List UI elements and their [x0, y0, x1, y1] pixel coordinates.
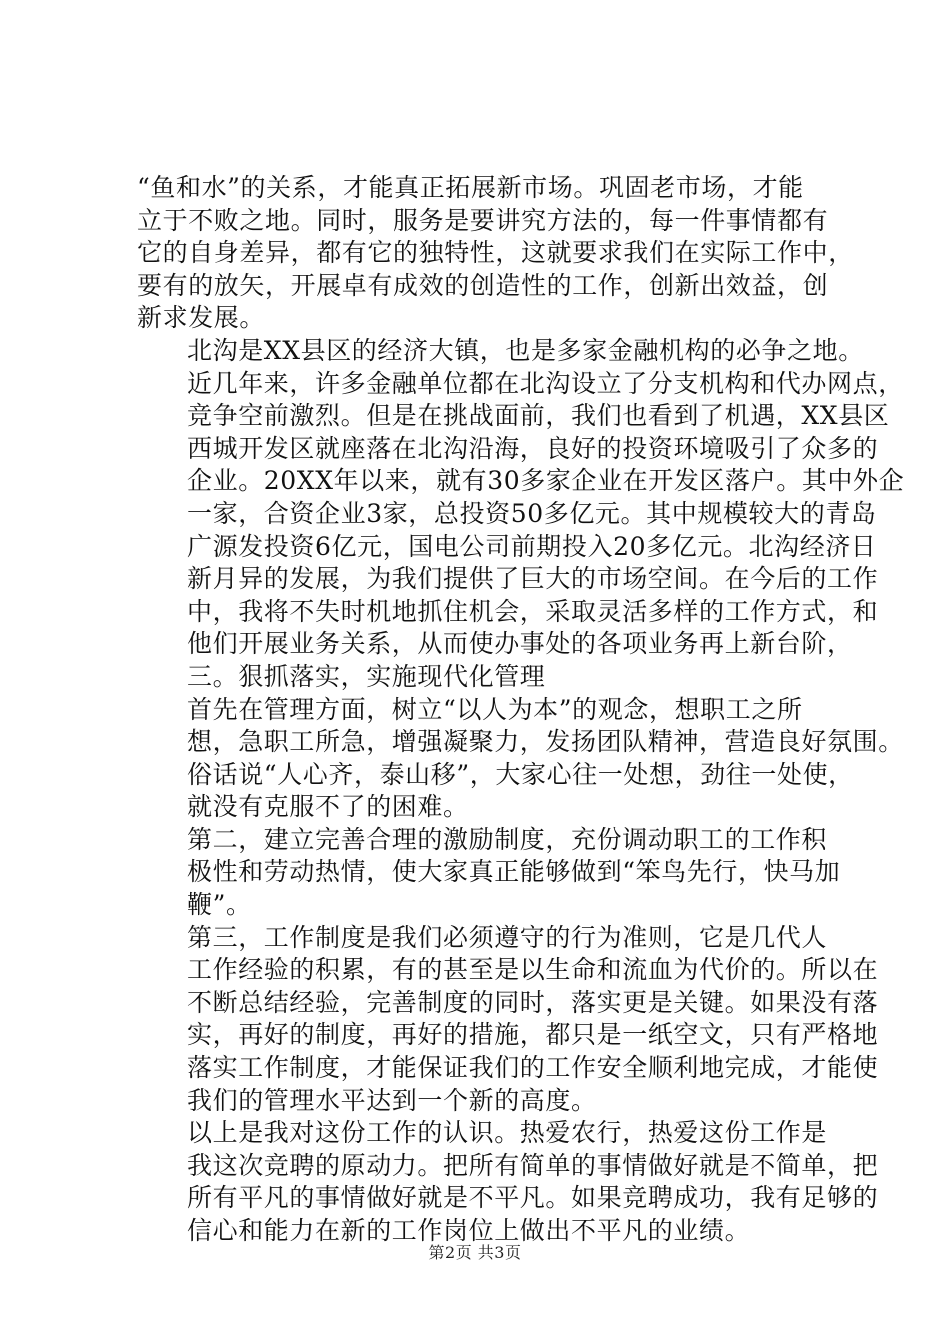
paragraph: [137, 694, 904, 824]
text-line: 首先在管理方面，树立“以人为本”的观念，想职工之所: [187, 694, 803, 724]
text-line: 就没有克服不了的困难。: [187, 792, 469, 822]
paragraph: [137, 172, 854, 335]
text-line: 我这次竞聘的原动力。把所有简单的事情做好就是不简单，把: [187, 1150, 879, 1180]
text-line: 极性和劳动热情，使大家真正能够做到“笨鸟先行，快马加: [187, 857, 841, 887]
paragraph: [137, 1117, 879, 1247]
text-line: 广源发投资6亿元，国电公司前期投入20多亿元。北沟经济日: [187, 531, 877, 561]
text-line: 要有的放矢，开展卓有成效的创造性的工作，创新出效益，创: [137, 270, 829, 300]
paragraph: [137, 661, 837, 694]
text-line: 落实工作制度，才能保证我们的工作安全顺利地完成，才能使: [187, 1053, 879, 1083]
text-line: 想，急职工所急，增强凝聚力，发扬团队精神，营造良好氛围。: [187, 727, 904, 757]
text-line: 竞争空前激烈。但是在挑战面前，我们也看到了机遇，XX县区: [187, 401, 890, 431]
text-line: 近几年来，许多金融单位都在北沟设立了分支机构和代办网点，: [187, 368, 904, 398]
text-line: 俗话说“人心齐，泰山移”，大家心往一处想，劲往一处使，: [187, 759, 854, 789]
text-line: 所有平凡的事情做好就是不平凡。如果竞聘成功，我有足够的: [187, 1183, 879, 1213]
text-line: 立于不败之地。同时，服务是要讲究方法的，每一件事情都有: [137, 205, 829, 235]
paragraph: [137, 335, 905, 661]
text-line: 信心和能力在新的工作岗位上做出不平凡的业绩。: [187, 1216, 751, 1245]
text-line: 一家，合资企业3家，总投资50多亿元。其中规模较大的青岛: [187, 498, 877, 528]
text-line: 实，再好的制度，再好的措施，都只是一纸空文，只有严格地: [187, 1020, 879, 1050]
text-line: 新月异的发展，为我们提供了巨大的市场空间。在今后的工作: [187, 564, 879, 594]
text-line: 第三，工作制度是我们必须遵守的行为准则，它是几代人: [187, 922, 828, 952]
text-line: 以上是我对这份工作的认识。热爱农行，热爱这份工作是: [187, 1118, 828, 1148]
text-line: 三。狠抓落实，实施现代化管理: [187, 661, 546, 691]
paragraph: [137, 922, 879, 1118]
page-footer: 第2页 共3页: [428, 1243, 522, 1262]
text-line: “鱼和水”的关系，才能真正拓展新市场。巩固老市场，才能: [137, 173, 804, 202]
text-line: 它的自身差异，都有它的独特性，这就要求我们在实际工作中，: [137, 238, 854, 268]
text-line: 西城开发区就座落在北沟沿海，良好的投资环境吸引了众多的: [187, 433, 879, 463]
text-line: 鞭”。: [187, 890, 252, 920]
text-line: 中，我将不失时机地抓住机会，采取灵活多样的工作方式，和: [187, 596, 879, 626]
text-line: 我们的管理水平达到一个新的高度。: [187, 1085, 597, 1115]
paragraph: [137, 824, 841, 922]
document-body: [137, 172, 905, 1248]
text-line: 北沟是XX县区的经济大镇，也是多家金融机构的必争之地。: [187, 335, 864, 365]
text-line: 他们开展业务关系，从而使办事处的各项业务再上新台阶，: [187, 629, 853, 659]
text-line: 第二，建立完善合理的激励制度，充份调动职工的工作积: [187, 824, 828, 854]
text-line: 新求发展。: [137, 303, 266, 333]
text-line: 企业。20XX年以来，就有30多家企业在开发区落户。其中外企: [187, 466, 905, 496]
text-line: 工作经验的积累，有的甚至是以生命和流血为代价的。所以在: [187, 955, 879, 985]
text-line: 不断总结经验，完善制度的同时，落实更是关键。如果没有落: [187, 987, 879, 1017]
